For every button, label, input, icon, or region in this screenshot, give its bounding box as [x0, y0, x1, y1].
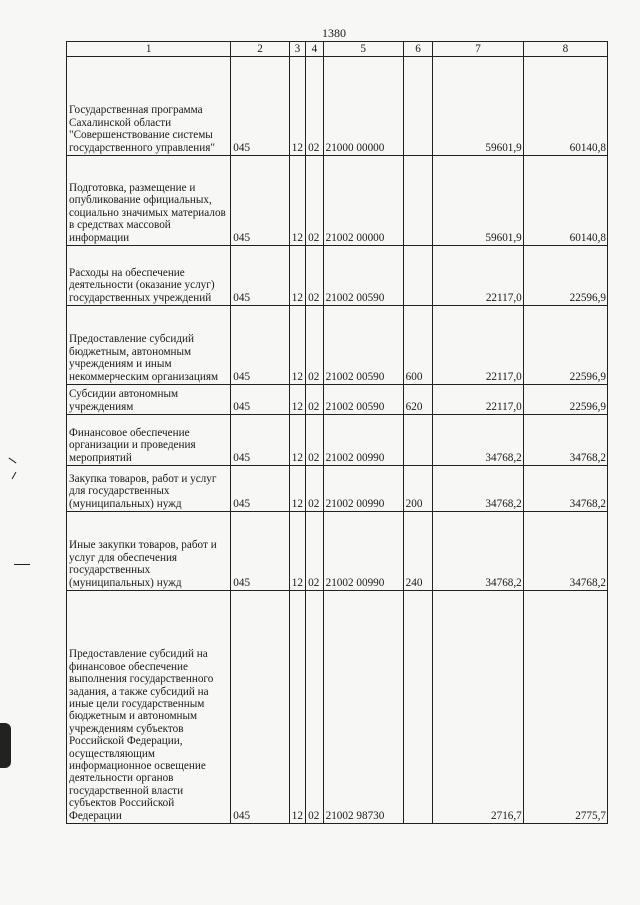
row-ved: 045 [231, 306, 290, 385]
row-vr: 200 [403, 466, 433, 512]
row-csr: 21000 00000 [323, 57, 403, 156]
row-rz: 12 [289, 512, 305, 591]
table-row [67, 466, 608, 512]
row-csr: 21002 00990 [323, 466, 403, 512]
row-vr: 620 [403, 385, 433, 415]
row-csr: 21002 00590 [323, 385, 403, 415]
row-ved: 045 [231, 57, 290, 156]
row-vr: 240 [403, 512, 433, 591]
budget-table [66, 41, 608, 824]
row-sum-1: 22117,0 [433, 246, 523, 306]
table-row [67, 156, 608, 246]
row-ved: 045 [231, 385, 290, 415]
row-rz: 12 [289, 466, 305, 512]
row-pr: 02 [306, 385, 323, 415]
row-sum-2: 60140,8 [523, 57, 607, 156]
row-name: Расходы на обеспечение деятельности (оказание услуг) государственных учреждений [67, 246, 231, 306]
row-rz: 12 [289, 415, 305, 466]
row-rz: 12 [289, 306, 305, 385]
row-sum-1: 2716,7 [433, 591, 523, 824]
header-cell-3: 3 [289, 42, 305, 57]
row-sum-1: 59601,9 [433, 57, 523, 156]
scan-speck [14, 564, 30, 565]
scan-speck [9, 458, 17, 464]
row-name: Финансовое обеспечение организации и проведения мероприятий [67, 415, 231, 466]
row-csr: 21002 00590 [323, 306, 403, 385]
header-cell-7: 7 [433, 42, 523, 57]
page-number: 1380 [322, 26, 346, 40]
row-sum-2: 34768,2 [523, 466, 607, 512]
header-cell-8: 8 [523, 42, 607, 57]
row-csr: 21002 00590 [323, 246, 403, 306]
row-name: Иные закупки товаров, работ и услуг для обеспечения государственных (муниципальных) нужд [67, 512, 231, 591]
row-vr [403, 156, 433, 246]
row-sum-1: 22117,0 [433, 306, 523, 385]
header-cell-6: 6 [403, 42, 433, 57]
row-sum-1: 22117,0 [433, 385, 523, 415]
row-pr: 02 [306, 466, 323, 512]
row-ved: 045 [231, 156, 290, 246]
row-vr [403, 57, 433, 156]
row-vr: 600 [403, 306, 433, 385]
row-rz: 12 [289, 156, 305, 246]
table-row [67, 246, 608, 306]
row-pr: 02 [306, 591, 323, 824]
row-ved: 045 [231, 591, 290, 824]
row-ved: 045 [231, 512, 290, 591]
header-cell-4: 4 [306, 42, 323, 57]
row-name: Субсидии автономным учреждениям [67, 385, 231, 415]
row-sum-1: 34768,2 [433, 415, 523, 466]
scan-speck [12, 472, 17, 479]
row-ved: 045 [231, 246, 290, 306]
row-sum-2: 22596,9 [523, 385, 607, 415]
table-row [67, 306, 608, 385]
row-sum-2: 22596,9 [523, 246, 607, 306]
header-cell-1: 1 [67, 42, 231, 57]
row-sum-2: 2775,7 [523, 591, 607, 824]
row-pr: 02 [306, 306, 323, 385]
row-pr: 02 [306, 246, 323, 306]
scan-margin-marks [0, 0, 40, 905]
header-row [67, 42, 608, 57]
row-csr: 21002 98730 [323, 591, 403, 824]
row-name: Закупка товаров, работ и услуг для государственных (муниципальных) нужд [67, 466, 231, 512]
row-rz: 12 [289, 385, 305, 415]
table-row [67, 57, 608, 156]
row-name: Подготовка, размещение и опубликование официальных, социально значимых материалов в средствах массовой информации [67, 156, 231, 246]
row-csr: 21002 00000 [323, 156, 403, 246]
table-row [67, 591, 608, 824]
row-name: Государственная программа Сахалинской области "Совершенствование системы государственного управления" [67, 57, 231, 156]
row-csr: 21002 00990 [323, 512, 403, 591]
row-pr: 02 [306, 415, 323, 466]
row-sum-2: 34768,2 [523, 512, 607, 591]
row-rz: 12 [289, 57, 305, 156]
row-vr [403, 246, 433, 306]
row-sum-1: 34768,2 [433, 512, 523, 591]
row-sum-1: 59601,9 [433, 156, 523, 246]
row-ved: 045 [231, 415, 290, 466]
table-row [67, 385, 608, 415]
row-name: Предоставление субсидий на финансовое обеспечение выполнения государственного задания, а также субсидий на иные цели государственным бюджетным и автономным учреждениям субъектов Российской Федерации, осуществляющим информационное освещение деятельности органов государственной власти субъектов Российской Федерации [67, 591, 231, 824]
table-row [67, 512, 608, 591]
row-name: Предоставление субсидий бюджетным, автономным учреждениям и иным некоммерческим организациям [67, 306, 231, 385]
row-pr: 02 [306, 156, 323, 246]
row-pr: 02 [306, 57, 323, 156]
row-csr: 21002 00990 [323, 415, 403, 466]
row-sum-1: 34768,2 [433, 466, 523, 512]
row-rz: 12 [289, 246, 305, 306]
row-sum-2: 60140,8 [523, 156, 607, 246]
table-row [67, 415, 608, 466]
row-ved: 045 [231, 466, 290, 512]
row-sum-2: 34768,2 [523, 415, 607, 466]
row-pr: 02 [306, 512, 323, 591]
scan-shadow-blot [0, 723, 11, 768]
row-vr [403, 591, 433, 824]
row-sum-2: 22596,9 [523, 306, 607, 385]
row-vr [403, 415, 433, 466]
header-cell-5: 5 [323, 42, 403, 57]
header-cell-2: 2 [231, 42, 290, 57]
row-rz: 12 [289, 591, 305, 824]
